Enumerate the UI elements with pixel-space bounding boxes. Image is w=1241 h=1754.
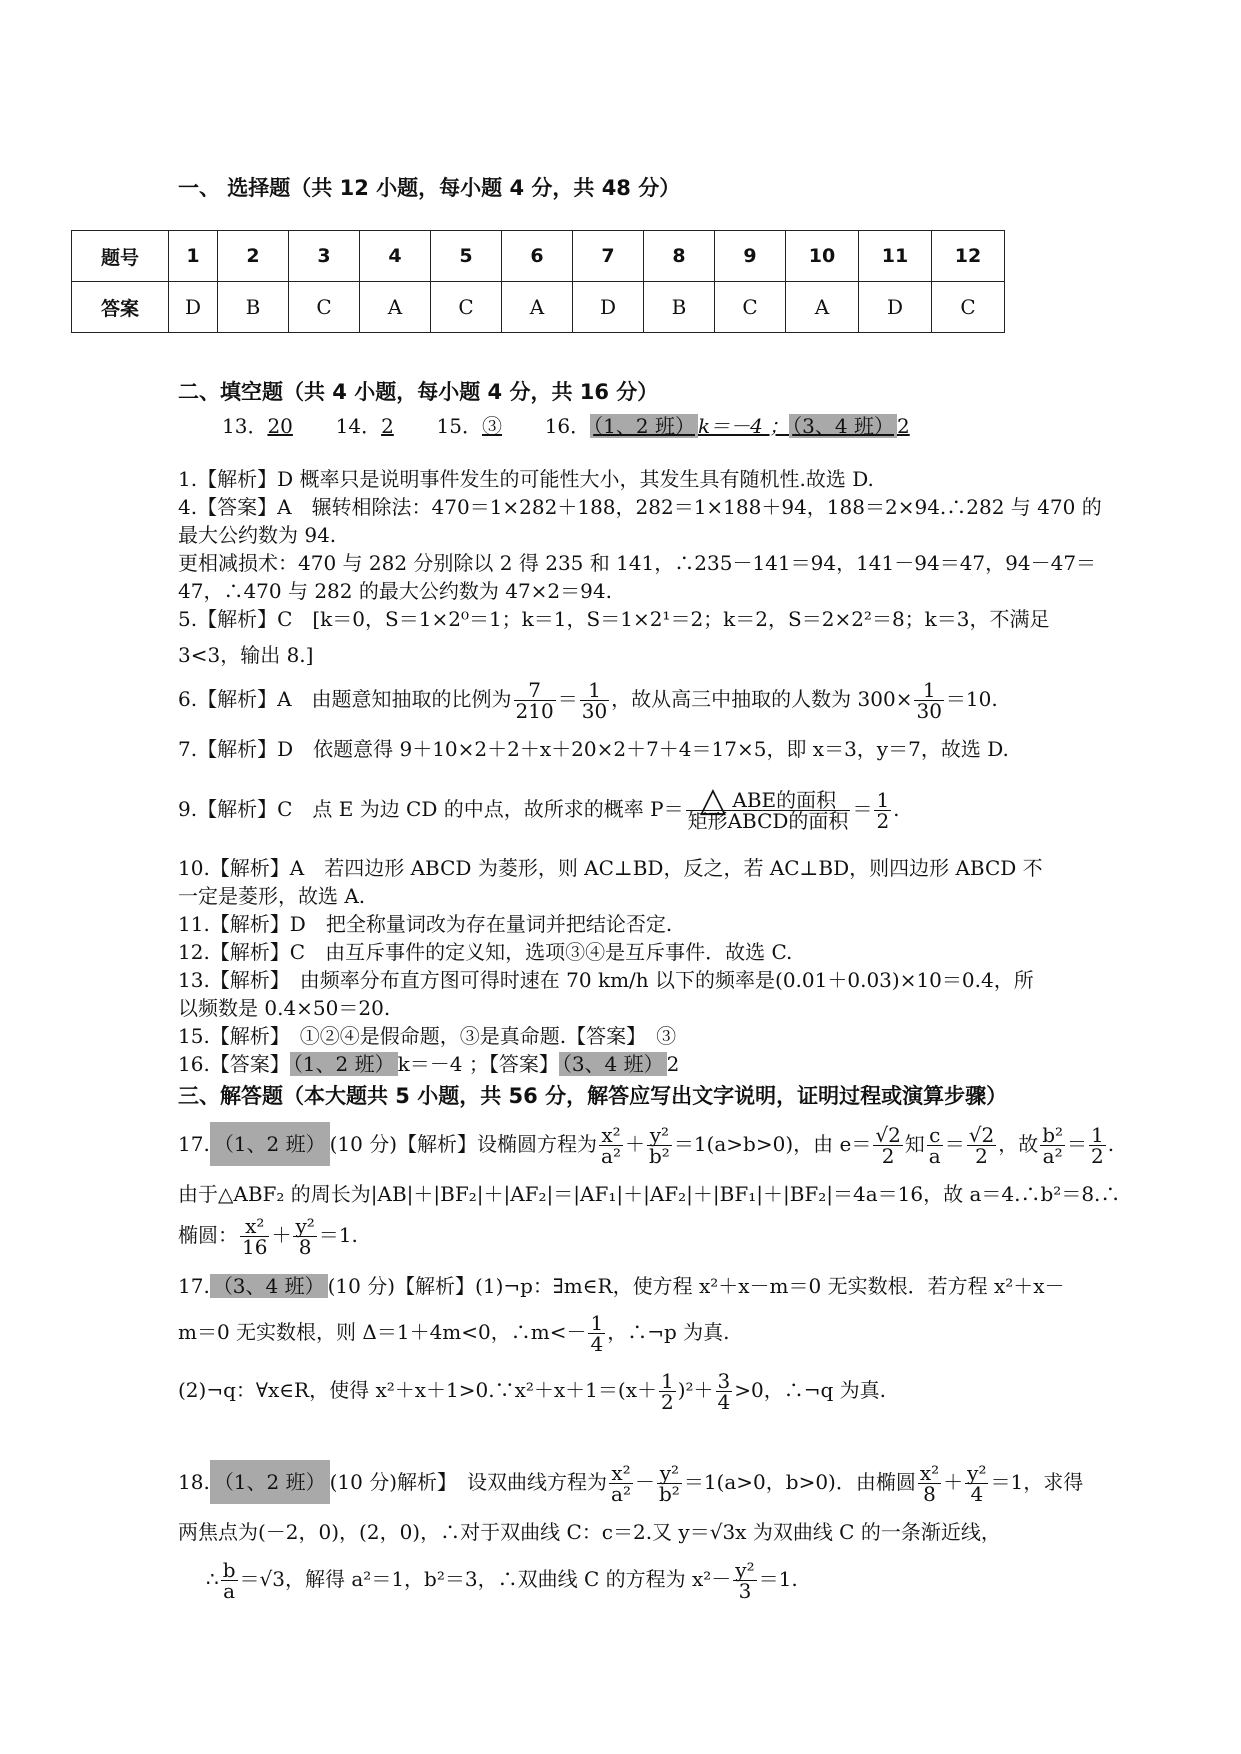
solution-16: 16.【答案】 （1、2 班） k＝－4 ；【答案】 （3、4 班） 2 [178,1052,680,1076]
problem-17-12-line2: 由于△ABF₂ 的周长为|AB|＋|BF₂|＋|AF₂|＝|AF₁|＋|AF₂|＋|BF₁|＋|BF₂|＝4a＝16，故 a＝4.∴b²＝8.∴ [178,1182,1121,1206]
fraction: $\frac{1}{30}$ [916,678,942,723]
solution-15: 15.【解析】 ①②④是假命题，③是真命题.【答案】 ③ [178,1024,677,1048]
solution-10-line1: 10.【解析】A 若四边形 ABCD 为菱形，则 AC⊥BD，反之，若 AC⊥BD，则四边形 ABCD 不 [178,856,1043,880]
section3-title: 三、解答题（本大题共 5 小题，共 56 分，解答应写出文字说明，证明过程或演算步骤） [178,1084,1008,1108]
class-badge-34: （3、4 班） [559,1052,667,1076]
solution-1: 1.【解析】D 概率只是说明事件发生的可能性大小，其发生具有随机性.故选 D. [178,467,874,491]
table-cell: C [715,282,786,333]
q16-answer-12: k＝－4 ； [697,414,790,438]
table-row [72,282,1005,333]
class-badge-12: （1、2 班） [590,414,698,438]
table-cell: 5 [431,231,502,282]
table-cell: D [859,282,932,333]
table-cell: 3 [289,231,360,282]
q15-answer: ③ [481,414,502,438]
problem-18-line1: 18. （1、2 班） (10 分)解析】 设双曲线方程为 $\frac{\text{x²}}{\text{a²}}$ － $\frac{\text{y²}}{\text{b²}}$ ＝1(a>0，b>0)．由椭圆 $\frac{\text{x²}}{8}$ ＋ $\frac{\text{y²}}{4}$ ＝1，求得 [178,1461,1084,1506]
solution-10-line2: 一定是菱形，故选 A. [178,884,366,908]
solution-5-line1: 5.【解析】C [k＝0，S＝1×2⁰＝1；k＝1，S＝1×2¹＝2；k＝2，S＝2×2²＝8；k＝3，不满足 [178,607,1050,631]
table-row [72,231,1005,282]
solution-12: 12.【解析】C 由互斥事件的定义知，选项③④是互斥事件．故选 C. [178,940,793,964]
q15-label: 15． [436,414,482,438]
row-label: 题号 [72,231,169,282]
solution-11: 11.【解析】D 把全称量词改为存在量词并把结论否定. [178,912,673,936]
q13-label: 13． [222,414,268,438]
class-badge-34: （3、4 班） [789,414,897,438]
q14-label: 14． [335,414,382,438]
problem-17-34-line3: (2)¬q：∀x∈R，使得 x²＋x＋1>0.∵x²＋x＋1＝(x＋ $\frac{1}{2}$ )²＋ $\frac{3}{4}$ >0，∴¬q 为真. [178,1369,887,1414]
table-cell: 9 [715,231,786,282]
solution-13-line2: 以频数是 0.4×50＝20. [178,996,391,1020]
table-cell: 4 [360,231,431,282]
problem-18-line3: ∴ $\frac{b}{a}$ ＝√3，解得 a²＝1，b²＝3，∴双曲线 C 的方程为 x²－ $\frac{\text{y²}}{3}$ ＝1. [206,1558,798,1603]
table-cell: C [932,282,1005,333]
table-cell: 6 [502,231,573,282]
solution-4-line1: 4.【答案】A 辗转相除法：470＝1×282＋188，282＝1×188＋94，188＝2×94.∴282 与 470 的 [178,495,1102,519]
table-cell: D [573,282,644,333]
table-cell: 10 [786,231,859,282]
q16-label: 16． [544,414,591,438]
problem-18-line2: 两焦点为(－2，0)，(2，0)，∴对于双曲线 C：c＝2.又 y＝√3x 为双曲线 C 的一条渐近线， [178,1520,1001,1544]
solution-4-line3: 更相减损术：470 与 282 分别除以 2 得 235 和 141，∴235－141＝94，141－94＝47，94－47＝ [178,551,1097,575]
triangle-icon: △ [699,780,727,820]
fraction: $\frac{1}{30}$ [581,678,608,723]
table-cell: D [169,282,218,333]
q14-answer: 2 [381,414,394,438]
solution-4-line2: 最大公约数为 94. [178,523,337,547]
table-cell: 1 [169,231,218,282]
table-cell: 8 [644,231,715,282]
solution-9: 9.【解析】C 点 E 为边 CD 的中点，故所求的概率 P＝ $\frac{\text{△ ABE的面积}}{\text{矩形ABCD的面积}}$ ＝ $\frac{1}{2}$ . [178,780,900,833]
fraction: $\frac{\text{△ ABE的面积}}{\text{矩形ABCD的面积}}$ [687,780,849,833]
table-cell: C [289,282,360,333]
text: 9.【解析】C 点 E 为边 CD 的中点，故所求的概率 P＝ [178,797,684,821]
answer-table [71,230,1005,333]
problem-17-34-line1: 17. （3、4 班） (10 分)【解析】(1)¬p：∃m∈R，使方程 x²＋x－m＝0 无实数根．若方程 x²＋x－ [178,1274,1065,1298]
table-cell: B [644,282,715,333]
text: 6.【解析】A 由题意知抽取的比例为 [178,687,512,711]
row-label: 答案 [72,282,169,333]
table-cell: 11 [859,231,932,282]
solution-4-line4: 47，∴470 与 282 的最大公约数为 47×2＝94. [178,579,612,603]
solution-7: 7.【解析】D 依题意得 9＋10×2＋2＋x＋20×2＋7＋4＝17×5，即 x＝3，y＝7，故选 D. [178,737,1009,761]
section2-title: 二、填空题（共 4 小题，每小题 4 分，共 16 分） [178,380,659,404]
problem-17-12-line1: 17. （1、2 班） (10 分)【解析】设椭圆方程为 $\frac{\text{x²}}{\text{a²}}$ ＋ $\frac{\text{y²}}{\text{b²}}$ ＝1(a>b>0)，由 e＝ $\frac{√2}{2}$ 知 $\frac{c}{a}$ ＝ $\frac{√2}{2}$ ，故 $\frac{\text{b²}}{\text{a²}}$ ＝ $\frac{1}{2}$ . [178,1123,1115,1168]
table-cell: A [502,282,573,333]
table-cell: A [360,282,431,333]
table-cell: 12 [932,231,1005,282]
solution-6: 6.【解析】A 由题意知抽取的比例为 $\frac{7}{210}$ ＝ $\frac{1}{30}$ ，故从高三中抽取的人数为 300× $\frac{1}{30}$ ＝10. [178,678,998,723]
solution-13-line1: 13.【解析】 由频率分布直方图可得时速在 70 km/h 以下的频率是(0.01＋0.03)×10＝0.4，所 [178,968,1034,992]
table-cell: B [218,282,289,333]
fraction: $\frac{1}{2}$ [876,788,890,833]
solution-5-line2: 3<3，输出 8.] [178,643,314,667]
table-cell: 7 [573,231,644,282]
class-badge-12: （1、2 班） [210,1460,330,1504]
table-cell: C [431,282,502,333]
section1-title: 一、 选择题（共 12 小题，每小题 4 分，共 48 分） [178,176,681,200]
problem-17-34-line2: m＝0 无实数根，则 Δ＝1＋4m<0，∴m<－ $\frac{1}{4}$ ，∴¬p 为真. [178,1311,730,1356]
fill-answers-line [222,412,910,440]
class-badge-12: （1、2 班） [210,1122,330,1166]
q13-answer: 20 [267,414,293,438]
problem-17-12-line3: 椭圆： $\frac{\text{x²}}{16}$ ＋ $\frac{\text{y²}}{8}$ ＝1. [178,1214,358,1259]
q16-answer-34: 2 [896,414,910,438]
table-cell: A [786,282,859,333]
fraction: $\frac{7}{210}$ [515,678,554,723]
class-badge-12: （1、2 班） [290,1052,398,1076]
table-cell: 2 [218,231,289,282]
class-badge-34: （3、4 班） [210,1274,328,1298]
